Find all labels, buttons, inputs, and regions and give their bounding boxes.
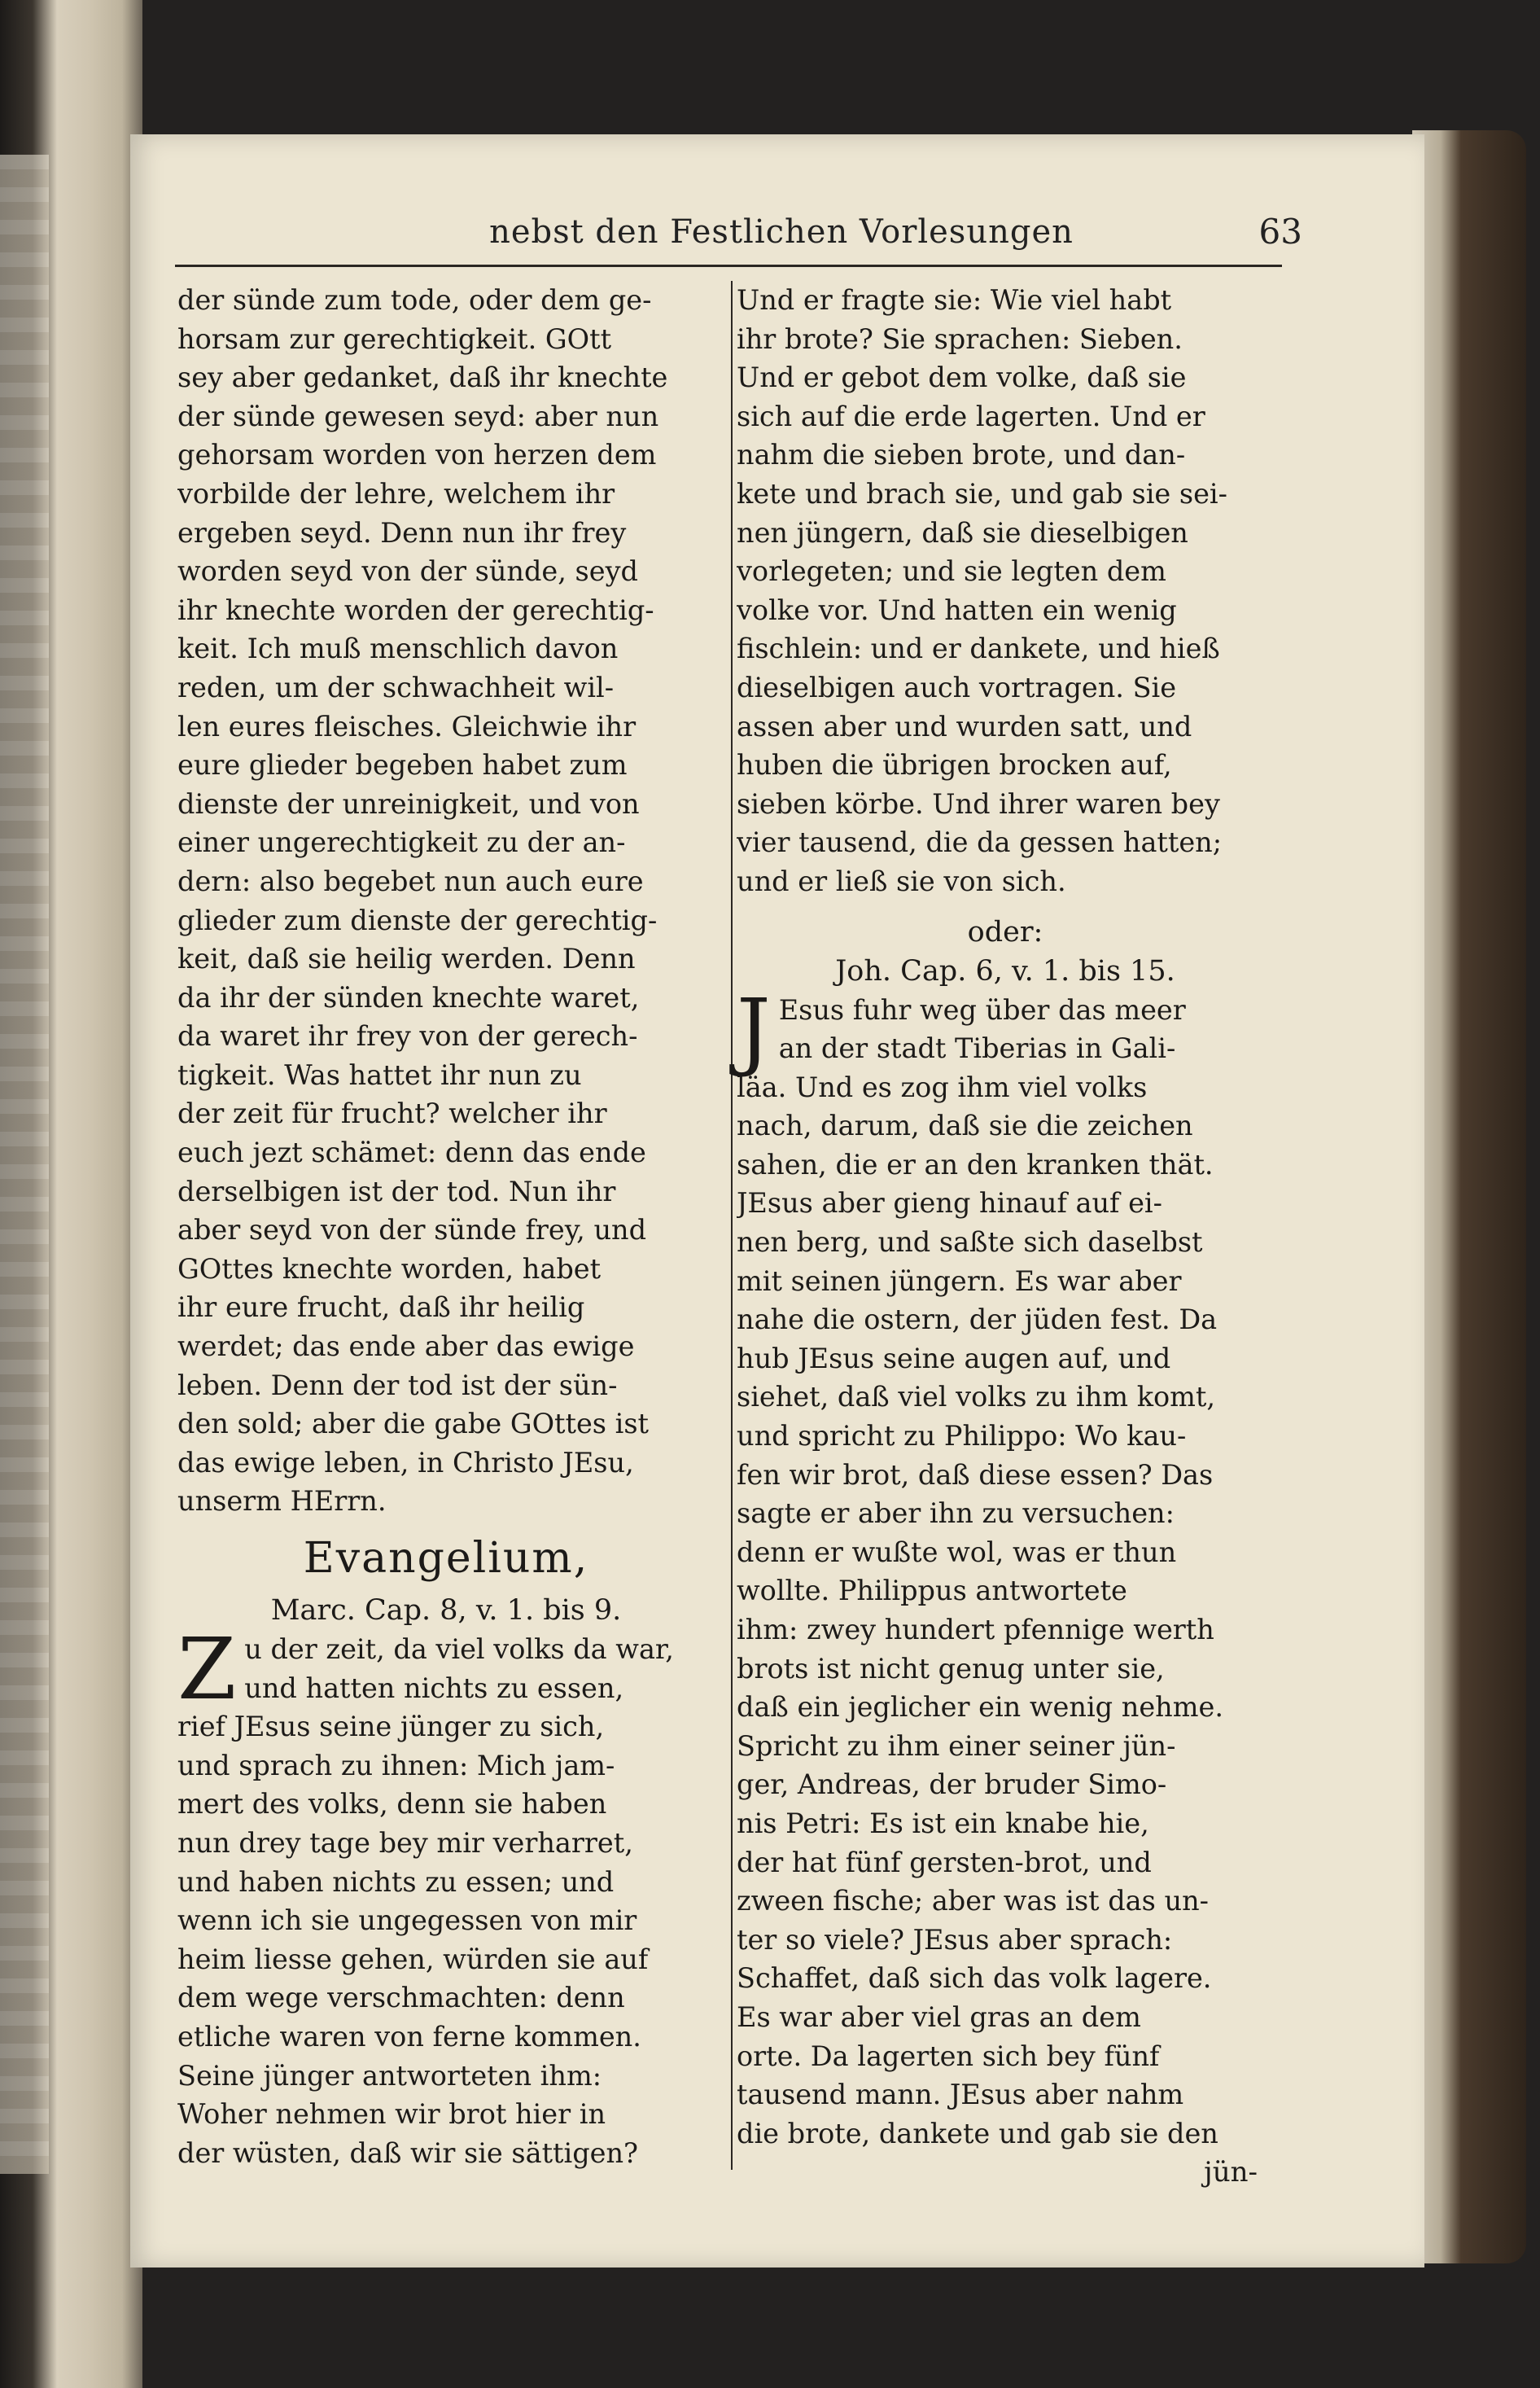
text-line: horsam zur gerechtigkeit. GOtt <box>177 322 612 355</box>
text-line: nen jüngern, daß sie dieselbigen <box>737 516 1188 549</box>
text-line: und spricht zu Philippo: Wo kau- <box>737 1420 1187 1453</box>
text-line: dem wege verschmachten: denn <box>177 1982 625 2014</box>
text-line: Schaffet, daß sich das volk lagere. <box>737 1962 1212 1995</box>
gospel-text <box>177 1619 715 2172</box>
text-line: aber seyd von der sünde frey, und <box>177 1214 647 1247</box>
text-line: rief JEsus seine jünger zu sich, <box>177 1711 605 1743</box>
book-cover-edge <box>1412 130 1526 2263</box>
text-line: hub JEsus seine augen auf, und <box>737 1342 1171 1374</box>
gospel-paragraph <box>177 1619 715 2172</box>
text-line: fen wir brot, daß diese essen? Das <box>737 1458 1214 1491</box>
text-line: fischlein: und er dankete, und hieß <box>737 633 1220 665</box>
text-line: gehorsam worden von herzen dem <box>177 439 657 471</box>
text-line: nen berg, und saßte sich daselbst <box>737 1226 1203 1259</box>
text-line: Und er gebot dem volke, daß sie <box>737 361 1187 394</box>
text-line: da waret ihr frey von der gerech- <box>177 1020 638 1053</box>
right-column <box>737 281 1274 2192</box>
column-divider <box>731 281 733 2170</box>
facing-page-edge <box>0 155 49 2174</box>
oder-label: oder: <box>967 915 1043 949</box>
text-line: mit seinen jüngern. Es war aber <box>737 1264 1182 1297</box>
text-line: und er ließ sie von sich. <box>737 865 1066 897</box>
text-line: vier tausend, die da gessen hatten; <box>737 826 1223 859</box>
text-line: Spricht zu ihm einer seiner jün- <box>737 1729 1176 1762</box>
text-line: worden seyd von der sünde, seyd <box>177 555 638 588</box>
john-paragraph <box>737 979 1274 2154</box>
text-line: brots ist nicht genug unter sie, <box>737 1652 1165 1685</box>
dropcap-letter: Z <box>177 1619 237 1719</box>
text-line: orte. Da lagerten sich bey fünf <box>737 2040 1160 2072</box>
book-spine-adjacent-page <box>0 0 142 2388</box>
text-line: leben. Denn der tod ist der sün- <box>177 1369 618 1401</box>
text-line: glieder zum dienste der gerechtig- <box>177 904 658 936</box>
page-number: 63 <box>1258 212 1302 252</box>
text-line: der wüsten, daß wir sie sättigen? <box>177 2136 639 2169</box>
text-line: ihm: zwey hundert pfennige werth <box>737 1614 1214 1645</box>
text-line: und hatten nichts zu essen, <box>244 1672 624 1704</box>
text-line: läa. Und es zog ihm viel volks <box>737 1071 1148 1103</box>
gospel-reference: Marc. Cap. 8, v. 1. bis 9. <box>270 1594 622 1627</box>
left-column <box>177 281 715 2172</box>
text-line: wenn ich sie ungegessen von mir <box>177 1904 637 1937</box>
text-line: keit, daß sie heilig werden. Denn <box>177 943 636 975</box>
text-line: kete und brach sie, und gab sie sei- <box>737 477 1227 510</box>
text-line: werdet; das ende aber das ewige <box>177 1330 635 1363</box>
text-line: nahm die sieben brote, und dan- <box>737 439 1186 471</box>
text-line: unserm HErrn. <box>177 1485 387 1518</box>
text-line: JEsus aber gieng hinauf auf ei- <box>737 1187 1162 1220</box>
text-line: sagte er aber ihn zu versuchen: <box>737 1497 1175 1530</box>
header-rule <box>175 265 1282 267</box>
gospel-heading: Evangelium, <box>303 1534 589 1583</box>
text-line: der sünde zum tode, oder dem ge- <box>177 284 652 316</box>
text-line: denn er wußte wol, was er thun <box>737 1536 1177 1568</box>
running-head: nebst den Festlichen Vorlesungen <box>489 213 1074 251</box>
text-line: einer ungerechtigkeit zu der an- <box>177 826 626 859</box>
text-line: u der zeit, da viel volks da war, <box>244 1633 674 1665</box>
text-line: keit. Ich muß menschlich davon <box>177 633 619 665</box>
text-line: Woher nehmen wir brot hier in <box>177 2098 606 2131</box>
epistle-text <box>177 281 715 1521</box>
text-line: der sünde gewesen seyd: aber nun <box>177 400 659 432</box>
text-line: Seine jünger antworteten ihm: <box>177 2059 602 2092</box>
text-line: volke vor. Und hatten ein wenig <box>737 594 1177 626</box>
text-line: das ewige leben, in Christo JEsu, <box>177 1446 634 1479</box>
text-line: der hat fünf gersten-brot, und <box>737 1846 1152 1878</box>
gospel-continuation-text <box>737 281 1274 901</box>
text-line: wollte. Philippus antwortete <box>737 1575 1127 1607</box>
text-line: den sold; aber die gabe GOttes ist <box>177 1408 650 1440</box>
text-line: Esus fuhr weg über das meer <box>778 993 1186 1026</box>
text-line: GOttes knechte worden, habet <box>177 1252 602 1285</box>
text-line: an der stadt Tiberias in Gali- <box>778 1032 1176 1065</box>
text-line: tigkeit. Was hattet ihr nun zu <box>177 1058 582 1091</box>
text-line: zween fische; aber was ist das un- <box>737 1885 1209 1917</box>
text-line: len eures fleisches. Gleichwie ihr <box>177 710 637 743</box>
text-line: derselbigen ist der tod. Nun ihr <box>177 1175 616 1207</box>
text-line: ihr eure frucht, daß ihr heilig <box>177 1291 585 1324</box>
john-reference: Joh. Cap. 6, v. 1. bis 15. <box>835 954 1175 988</box>
text-line: nun drey tage bey mir verharret, <box>177 1826 633 1859</box>
john-text <box>737 979 1274 2154</box>
text-line: ter so viele? JEsus aber sprach: <box>737 1923 1173 1956</box>
text-line: und sprach zu ihnen: Mich jam- <box>177 1749 615 1781</box>
text-line: sieben körbe. Und ihrer waren bey <box>737 787 1220 820</box>
text-line: etliche waren von ferne kommen. <box>177 2020 641 2053</box>
text-line: reden, um der schwachheit wil- <box>177 671 615 703</box>
text-line: ihr brote? Sie sprachen: Sieben. <box>737 322 1183 355</box>
text-line: vorlegeten; und sie legten dem <box>737 555 1166 588</box>
text-line: nis Petri: Es ist ein knabe hie, <box>737 1807 1149 1839</box>
dropcap-letter: J <box>737 979 771 1080</box>
text-line: der zeit für frucht? welcher ihr <box>177 1098 607 1130</box>
text-line: sahen, die er an den kranken thät. <box>737 1148 1214 1181</box>
text-line: dern: also begebet nun auch eure <box>177 865 644 897</box>
text-line: Und er fragte sie: Wie viel habt <box>737 284 1172 316</box>
text-line: vorbilde der lehre, welchem ihr <box>177 477 615 510</box>
text-line: sich auf die erde lagerten. Und er <box>737 400 1205 432</box>
text-line: siehet, daß viel volks zu ihm komt, <box>737 1381 1216 1413</box>
text-line: huben die übrigen brocken auf, <box>737 749 1172 782</box>
text-line: nahe die ostern, der jüden fest. Da <box>737 1304 1218 1336</box>
text-line: Es war aber viel gras an dem <box>737 2000 1141 2033</box>
text-line: die brote, dankete und gab sie den <box>737 2117 1218 2149</box>
text-line: ger, Andreas, der bruder Simo- <box>737 1768 1167 1801</box>
text-line: dieselbigen auch vortragen. Sie <box>737 671 1177 703</box>
text-line: da ihr der sünden knechte waret, <box>177 981 640 1014</box>
text-line: tausend mann. JEsus aber nahm <box>737 2079 1184 2111</box>
text-line: eure glieder begeben habet zum <box>177 749 628 782</box>
page-header <box>130 208 1302 256</box>
text-line: sey aber gedanket, daß ihr knechte <box>177 361 668 394</box>
text-line: dienste der unreinigkeit, und von <box>177 787 640 820</box>
text-line: heim liesse gehen, würden sie auf <box>177 1943 649 1975</box>
text-line: daß ein jeglicher ein wenig nehme. <box>737 1691 1223 1724</box>
text-line: ihr knechte worden der gerechtig- <box>177 594 654 626</box>
text-line: nach, darum, daß sie die zeichen <box>737 1110 1193 1142</box>
text-line: und haben nichts zu essen; und <box>177 1865 615 1898</box>
text-line: euch jezt schämet: denn das ende <box>177 1137 646 1169</box>
text-line: ergeben seyd. Denn nun ihr frey <box>177 516 627 549</box>
text-line: mert des volks, denn sie haben <box>177 1788 607 1821</box>
catchword: jün- <box>1204 2156 1258 2189</box>
text-line: assen aber und wurden satt, und <box>737 710 1192 743</box>
